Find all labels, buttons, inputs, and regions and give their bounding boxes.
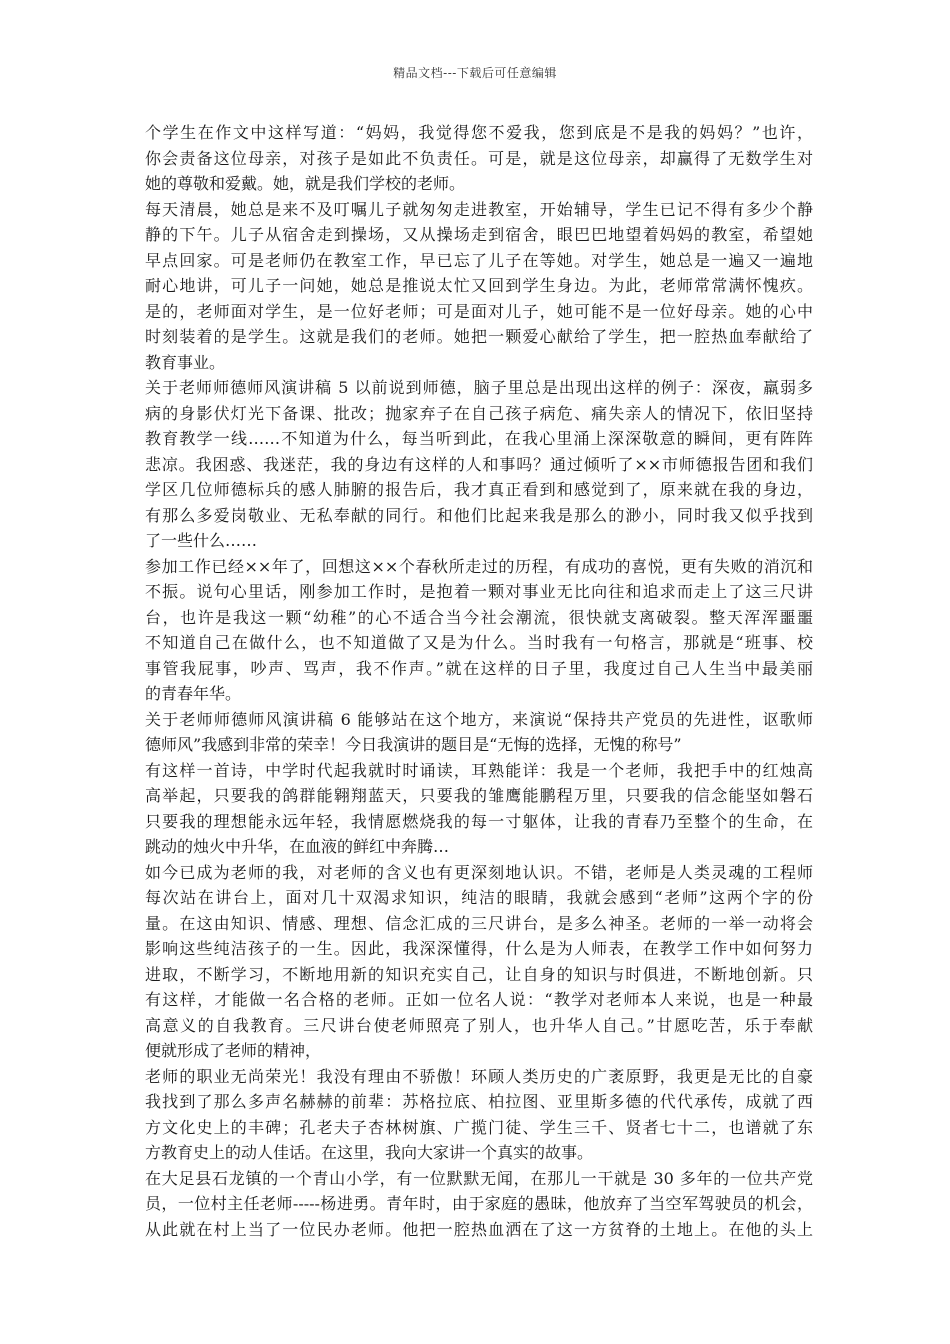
- text-line: 你会责备这位母亲，对孩子是如此不负责任。可是，就是这位母亲，却赢得了无数学生对: [145, 148, 813, 168]
- text-line: 老师的职业无尚荣光！我没有理由不骄傲！环顾人类历史的广袤原野，我更是无比的自豪: [145, 1066, 813, 1086]
- text-line: 关于老师师德师风演讲稿 5 以前说到师德，脑子里总是出现出这样的例子：深夜，羸弱多: [145, 378, 813, 397]
- text-line: 每天清晨，她总是来不及叮嘱儿子就匆匆走进教室，开始辅导，学生已记不得有多少个静: [145, 199, 813, 219]
- text-line: 方文化史上的丰碑；孔老夫子杏林树旗、广揽门徒、学生三千、贤者七十二，也谱就了东: [145, 1117, 813, 1137]
- text-line: 教育教学一线……不知道为什么，每当听到此，在我心里涌上深深敬意的瞬间，更有阵阵: [145, 429, 813, 448]
- text-line: 病的身影伏灯光下备课、批改；抛家弃子在自己孩子病危、痛失亲人的情况下，依旧坚持: [145, 403, 813, 423]
- text-line: 关于老师师德师风演讲稿 6 能够站在这个地方，来演说“保持共产党员的先进性，讴歌师: [145, 709, 813, 729]
- text-line: 了一些什么……: [145, 531, 258, 550]
- text-line: 高举起，只要我的鸽群能翱翔蓝天，只要我的雏鹰能鹏程万里，只要我的信念能坚如磐石: [145, 786, 813, 805]
- text-line: 参加工作已经××年了，回想这××个春秋所走过的历程，有成功的喜悦，更有失败的消沉和: [145, 556, 813, 576]
- text-line: 方教育史上的动人佳话。在这里，我向大家讲一个真实的故事。: [145, 1143, 594, 1162]
- text-line: 如今已成为老师的我，对老师的含义也有更深刻地认识。不错，老师是人类灵魂的工程师: [145, 862, 813, 882]
- text-line: 只要我的理想能永远年轻，我情愿燃烧我的每一寸躯体，让我的青春乃至整个的生命，在: [145, 811, 813, 831]
- text-line: 事管我屁事，吵声、骂声，我不作声。”就在这样的日子里，我度过自己人生当中最美丽: [145, 658, 813, 678]
- text-line: 高意义的自我教育。三尺讲台使老师照亮了别人，也升华人自己。”甘愿吃苦，乐于奉献: [145, 1015, 813, 1035]
- text-line: 耐心地讲，可儿子一问她，她总是推说太忙又回到学生身边。为此，老师常常满怀愧疚。: [145, 276, 813, 295]
- text-line: 悲凉。我困惑、我迷茫，我的身边有这样的人和事吗？通过倾听了××市师德报告团和我们: [145, 454, 813, 474]
- text-line: 不知道自己在做什么，也不知道做了又是为什么。当时我有一句格言，那就是“班事、校: [145, 633, 813, 652]
- text-line: 教育事业。: [145, 352, 226, 372]
- text-line: 学区几位师德标兵的感人肺腑的报告后，我才真正看到和感觉到了，原来就在我的身边，: [145, 480, 813, 499]
- text-line: 有那么多爱岗敬业、无私奉献的同行。和他们比起来我是那么的渺小，同时我又似乎找到: [145, 505, 813, 525]
- text-line: 静的下午。儿子从宿舍走到操场，又从操场走到宿舍，眼巴巴地望着妈妈的教室，希望她: [145, 225, 813, 244]
- text-line: 时刻装着的是学生。这就是我们的老师。她把一颗爱心献给了学生，把一腔热血奉献给了: [145, 327, 813, 346]
- text-line: 量。在这由知识、情感、理想、信念汇成的三尺讲台，是多么神圣。老师的一举一动将会: [145, 913, 813, 933]
- text-line: 员，一位村主任老师-----杨进勇。青年时，由于家庭的愚昧，他放弃了当空军驾驶员的机会，: [145, 1194, 813, 1213]
- text-line: 有这样，才能做一名合格的老师。正如一位名人说：“教学对老师本人来说，也是一种最: [145, 990, 813, 1009]
- text-line: 从此就在村上当了一位民办老师。他把一腔热血洒在了这一方贫脊的土地上。在他的头上: [145, 1219, 813, 1239]
- text-line: 台，也许是我这一颗“幼稚”的心不适合当今社会潮流，很快就支离破裂。整天浑浑噩噩: [145, 607, 813, 627]
- page-header: 精品文档---下载后可任意编辑: [393, 66, 557, 80]
- text-line: 有这样一首诗，中学时代起我就时时诵读，耳熟能详：我是一个老师，我把手中的红烛高: [145, 760, 813, 780]
- text-line: 便就形成了老师的精神，: [145, 1041, 322, 1060]
- text-line: 每次站在讲台上，面对几十双渴求知识，纯洁的眼睛，我就会感到“老师”这两个字的份: [145, 888, 813, 907]
- text-line: 她的尊敬和爱戴。她，就是我们学校的老师。: [145, 174, 466, 193]
- text-line: 个学生在作文中这样写道：“妈妈，我觉得您不爱我，您到底是不是我的妈妈？”也许，: [145, 123, 813, 142]
- text-line: 影响这些纯洁孩子的一生。因此，我深深懂得，什么是为人师表，在教学工作中如何努力: [145, 939, 813, 958]
- document-body: [145, 120, 813, 1242]
- text-line: 的青春年华。: [145, 684, 242, 703]
- text-line: 早点回家。可是老师仍在教室工作，早已忘了儿子在等她。对学生，她总是一遍又一遍地: [145, 250, 813, 270]
- text-line: 德师风”我感到非常的荣幸！今日我演讲的题目是“无悔的选择，无愧的称号”: [145, 735, 682, 754]
- text-line: 跳动的烛火中升华，在血液的鲜红中奔腾…: [145, 837, 450, 856]
- text-line: 在大足县石龙镇的一个青山小学，有一位默默无闻，在那儿一干就是 30 多年的一位共产党: [145, 1168, 813, 1188]
- text-line: 进取，不断学习，不断地用新的知识充实自己，让自身的知识与时俱进，不断地创新。只: [145, 964, 813, 984]
- text-line: 我找到了那么多声名赫赫的前辈：苏格拉底、柏拉图、亚里斯多德的代代承传，成就了西: [145, 1092, 813, 1111]
- text-line: 不振。说句心里话，刚参加工作时，是抱着一颗对事业无比向往和追求而走上了这三尺讲: [145, 582, 813, 601]
- text-line: 是的，老师面对学生，是一位好老师；可是面对儿子，她可能不是一位好母亲。她的心中: [145, 301, 813, 321]
